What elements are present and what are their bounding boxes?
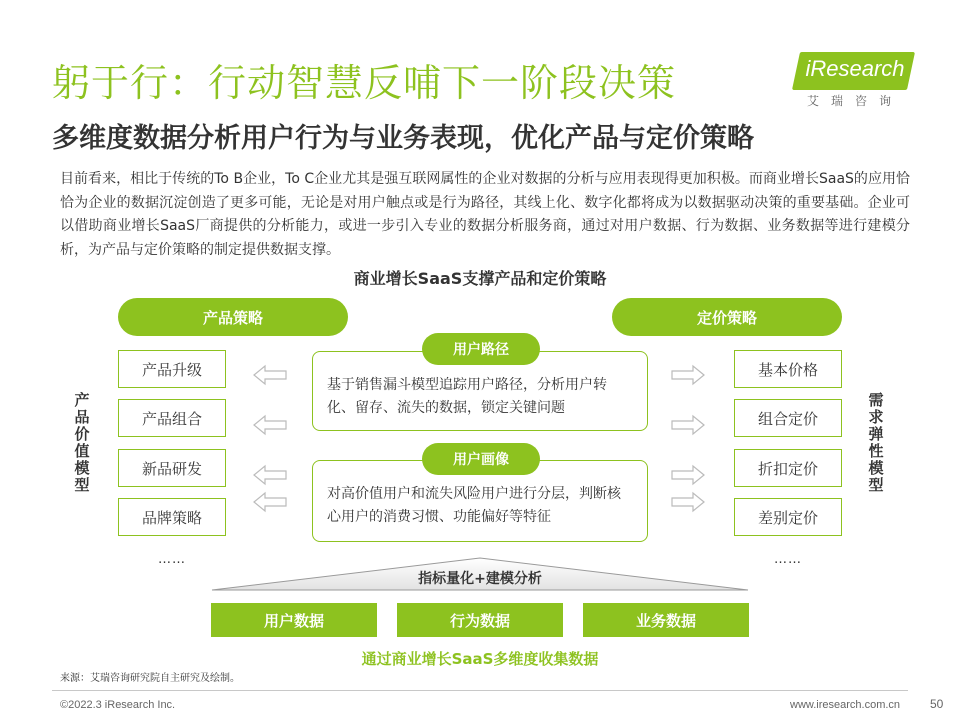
logo-brand: iResearch bbox=[805, 56, 905, 81]
left-arrow-icon bbox=[252, 491, 288, 513]
page-number: 50 bbox=[930, 697, 944, 711]
user-profile-label: 用户画像 bbox=[422, 443, 540, 475]
source-note: 来源：艾瑞咨询研究院自主研究及绘制。 bbox=[60, 673, 240, 684]
product-strategy-header: 产品策略 bbox=[118, 298, 348, 336]
pricing-item: 组合定价 bbox=[734, 399, 842, 437]
pricing-item: 基本价格 bbox=[734, 350, 842, 388]
diagram-title: 商业增长SaaS支撑产品和定价策略 bbox=[353, 269, 607, 288]
right-arrow-icon bbox=[670, 414, 706, 436]
iresearch-logo bbox=[790, 48, 920, 112]
user-profile-box: 对高价值用户和流失风险用户进行分层，判断核心用户的消费习惯、功能偏好等特征 bbox=[312, 460, 648, 542]
data-source-bar: 用户数据 bbox=[211, 603, 377, 637]
product-item: 产品升级 bbox=[118, 350, 226, 388]
product-value-model-label: 产品价值模型 bbox=[74, 391, 90, 494]
pricing-item: 折扣定价 bbox=[734, 449, 842, 487]
analysis-label: 指标量化+建模分析 bbox=[418, 571, 542, 587]
product-item: 新品研发 bbox=[118, 449, 226, 487]
right-arrow-icon bbox=[670, 464, 706, 486]
footer-divider bbox=[52, 690, 908, 691]
pricing-item: 差别定价 bbox=[734, 498, 842, 536]
product-item: 产品组合 bbox=[118, 399, 226, 437]
page-title: 躬于行：行动智慧反哺下一阶段决策 bbox=[52, 61, 677, 105]
data-source-bar: 业务数据 bbox=[583, 603, 749, 637]
product-item: 品牌策略 bbox=[118, 498, 226, 536]
website: www.iresearch.com.cn bbox=[790, 699, 901, 711]
collect-caption: 通过商业增长SaaS多维度收集数据 bbox=[361, 650, 599, 668]
right-arrow-icon bbox=[670, 364, 706, 386]
right-arrow-icon bbox=[670, 491, 706, 513]
left-arrow-icon bbox=[252, 464, 288, 486]
copyright: ©2022.3 iResearch Inc. bbox=[60, 699, 176, 711]
user-path-box: 基于销售漏斗模型追踪用户路径，分析用户转化、留存、流失的数据，锁定关键问题 bbox=[312, 351, 648, 431]
demand-elasticity-model-label: 需求弹性模型 bbox=[868, 391, 884, 494]
page-subtitle: 多维度数据分析用户行为与业务表现，优化产品与定价策略 bbox=[52, 123, 754, 154]
pricing-strategy-header: 定价策略 bbox=[612, 298, 842, 336]
user-path-label: 用户路径 bbox=[422, 333, 540, 365]
left-arrow-icon bbox=[252, 364, 288, 386]
logo-subtitle: 艾瑞咨询 bbox=[806, 94, 903, 108]
intro-paragraph: 目前看来，相比于传统的To B企业，To C企业尤其是强互联网属性的企业对数据的分析与应用表现得更加积极。而商业增长SaaS的应用恰恰为企业的数据沉淀创造了更多可能，无论是对用户触点或是行为路径，其线上化、数字化都将成为以数据驱动决策的重要基础。企业可以借助商业增长SaaS厂商提供的分析能力，或进一步引入专业的数据分析服务商，通过对用户数据、行为数据、业务数据等进行建模分析，为产品与定价策略的制定提供数据支撑。 bbox=[60, 171, 910, 258]
left-arrow-icon bbox=[252, 414, 288, 436]
pricing-more: …… bbox=[774, 552, 802, 567]
data-source-bar: 行为数据 bbox=[397, 603, 563, 637]
product-more: …… bbox=[158, 552, 186, 567]
